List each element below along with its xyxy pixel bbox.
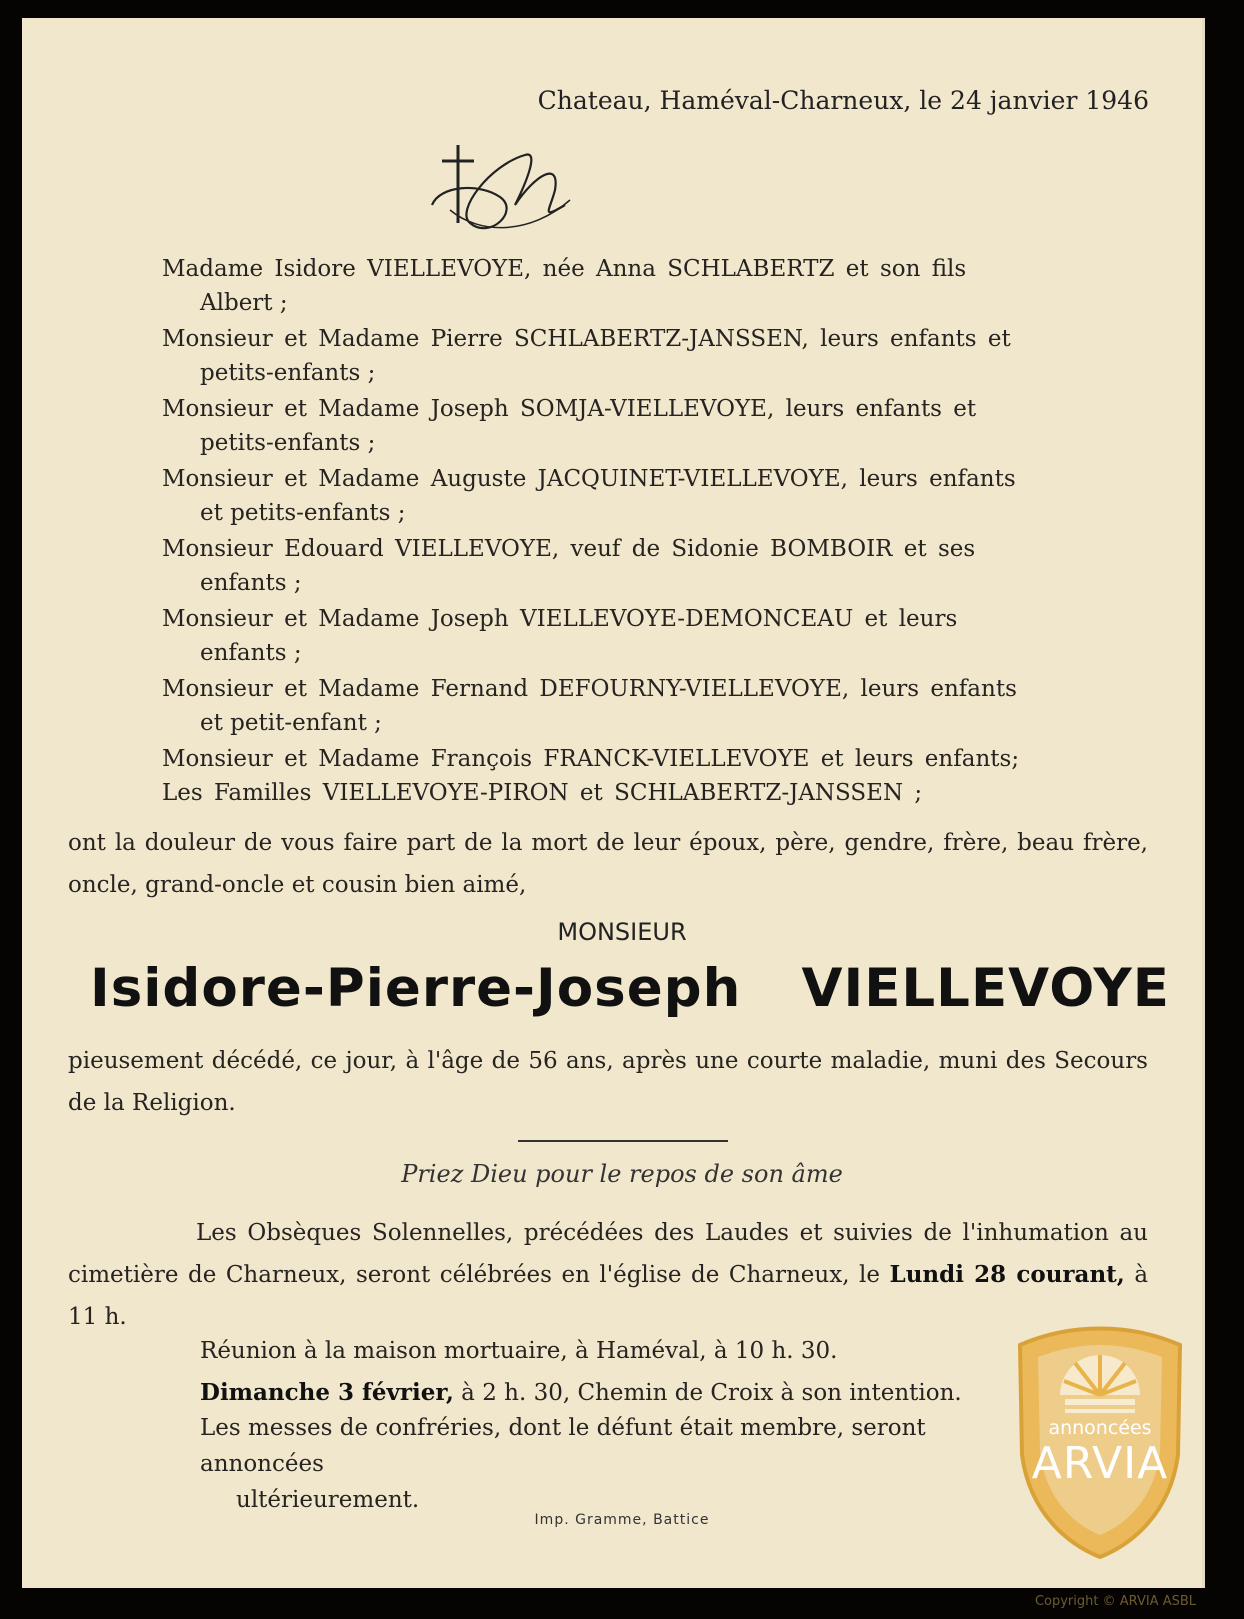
deceased-surname: VIELLEVOYE bbox=[801, 958, 1170, 1019]
masses-text bbox=[200, 1410, 1000, 1518]
family-line: Monsieur et Madame François FRANCK-VIELLEVOYE et leurs enfants; bbox=[162, 746, 1020, 772]
funeral-text bbox=[68, 1212, 1148, 1338]
death-text: pieusement décédé, ce jour, à l'âge de 56 ans, après une courte maladie, muni des Secours de la Religion. bbox=[68, 1048, 1148, 1116]
deceased-name bbox=[90, 958, 1170, 1019]
printer-credit: Imp. Gramme, Battice bbox=[534, 1512, 710, 1528]
masses-line: Les messes de confréries, dont le défunt était membre, seront annoncées bbox=[200, 1415, 926, 1477]
cross-monogram-icon bbox=[430, 145, 580, 245]
masses-line-cont: ultérieurement. bbox=[236, 1487, 420, 1513]
family-line: Madame Isidore VIELLEVOYE, née Anna SCHLABERTZ et son fils bbox=[162, 256, 967, 282]
deceased-first-names: Isidore-Pierre-Joseph bbox=[90, 958, 742, 1019]
family-line-cont: enfants ; bbox=[200, 570, 302, 596]
edge-mark bbox=[0, 340, 12, 342]
family-line: Monsieur et Madame Auguste JACQUINET-VIELLEVOYE, leurs enfants bbox=[162, 466, 1016, 492]
watermark-brand: ARVIA bbox=[1031, 1438, 1169, 1489]
family-entry bbox=[162, 602, 1147, 670]
family-entry bbox=[162, 672, 1147, 740]
date-line: Chateau, Haméval-Charneux, le 24 janvier 1946 bbox=[537, 86, 1149, 115]
family-line: Monsieur et Madame Pierre SCHLABERTZ-JANSSEN, leurs enfants et bbox=[162, 326, 1011, 352]
prayer-line: Priez Dieu pour le repos de son âme bbox=[401, 1160, 843, 1188]
family-line-cont: petits-enfants ; bbox=[200, 360, 376, 386]
family-entry bbox=[162, 462, 1147, 530]
family-line: Monsieur Edouard VIELLEVOYE, veuf de Sidonie BOMBOIR et ses bbox=[162, 536, 976, 562]
family-line: Monsieur et Madame Joseph SOMJA-VIELLEVOYE, leurs enfants et bbox=[162, 396, 977, 422]
funeral-time: à 11 h. bbox=[68, 1262, 1149, 1330]
watermark-tag: annoncées bbox=[1048, 1417, 1152, 1439]
family-line: Les Familles VIELLEVOYE-PIRON et SCHLABERTZ-JANSSEN ; bbox=[162, 780, 923, 806]
family-line-cont: et petits-enfants ; bbox=[200, 500, 406, 526]
family-line: Monsieur et Madame Fernand DEFOURNY-VIELLEVOYE, leurs enfants bbox=[162, 676, 1017, 702]
sunday-rest: à 2 h. 30, Chemin de Croix à son intention. bbox=[461, 1380, 962, 1406]
copyright: Copyright © ARVIA ASBL bbox=[1034, 1594, 1196, 1609]
divider bbox=[518, 1140, 728, 1142]
funeral-body: Les Obsèques Solennelles, précédées des Laudes et suivies de l'inhumation au cimetière de Charneux, seront célébrées en l'église de Charneux, le bbox=[68, 1220, 1148, 1288]
family-entry bbox=[162, 392, 1147, 460]
family-line-cont: Albert ; bbox=[200, 290, 288, 316]
family-line: Monsieur et Madame Joseph VIELLEVOYE-DEMONCEAU et leurs bbox=[162, 606, 958, 632]
family-line-cont: et petit-enfant ; bbox=[200, 710, 382, 736]
meeting-line: Réunion à la maison mortuaire, à Haméval, à 10 h. 30. bbox=[200, 1338, 838, 1364]
sunday-line bbox=[200, 1372, 1060, 1414]
family-entry bbox=[162, 776, 1147, 810]
family-entry bbox=[162, 322, 1147, 390]
family-entry bbox=[162, 532, 1147, 600]
funeral-date: Lundi 28 courant, bbox=[889, 1261, 1125, 1288]
family-line-cont: petits-enfants ; bbox=[200, 430, 376, 456]
family-entry bbox=[162, 742, 1147, 776]
family-entry bbox=[162, 252, 1147, 320]
deceased-title: MONSIEUR bbox=[557, 918, 687, 946]
edge-mark bbox=[0, 1265, 12, 1267]
family-line-cont: enfants ; bbox=[200, 640, 302, 666]
announcement-text: ont la douleur de vous faire part de la mort de leur époux, père, gendre, frère, beau frère, oncle, grand-oncle et cousin bien aimé, bbox=[68, 830, 1148, 898]
sunday-date: Dimanche 3 février, bbox=[200, 1379, 454, 1406]
